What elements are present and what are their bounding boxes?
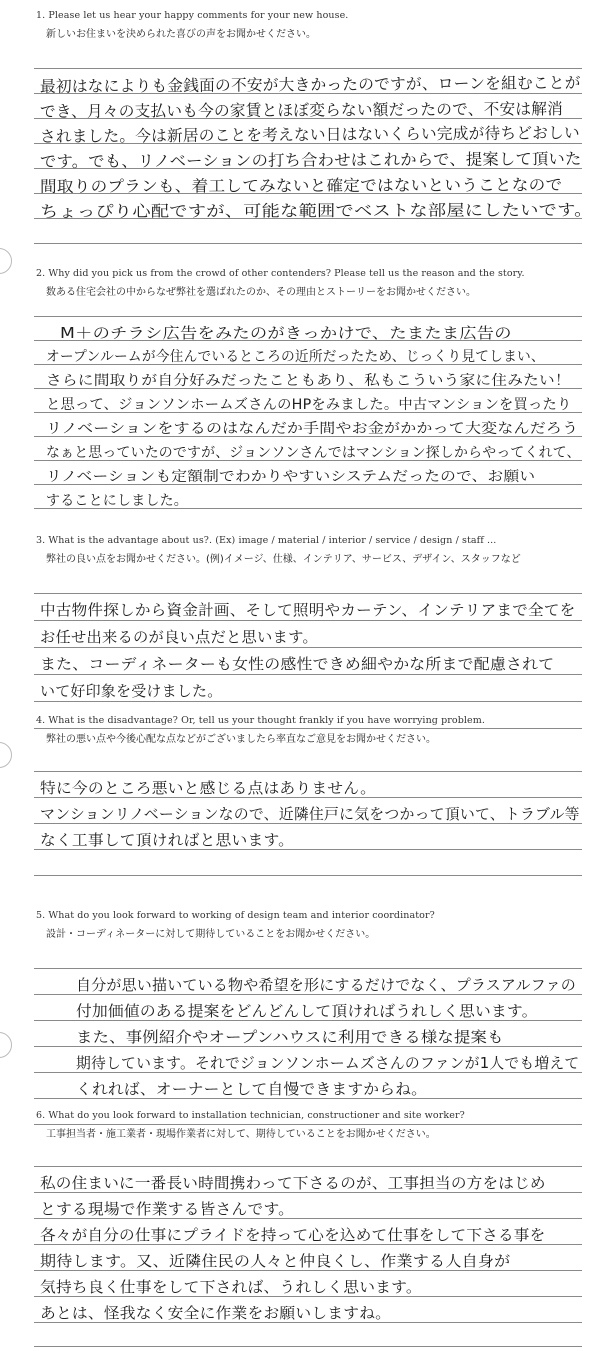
question-1-english: 1. Please let us hear your happy comments for your new house.	[36, 10, 349, 21]
answer-2-line: オープンルームが今住んでいるところの近所だったため、じっくり見てしまい、	[46, 349, 545, 365]
answer-5-line: 期待しています。それでジョンソンホームズさんのファンが1人でも増えて	[76, 1054, 580, 1072]
question-6-japanese: 工事担当者・施工業者・現場作業者に対して、期待していることをお聞かせください。	[46, 1129, 436, 1140]
answer-1-line: です。でも、リノベーションの打ち合わせはこれからで、提案して頂いた	[39, 149, 582, 171]
answer-4-line: なく工事して頂ければと思います。	[40, 831, 295, 849]
answer-1-line: されました。今は新居のことを考えない日はないくらい完成が待ちどおしい	[39, 123, 580, 146]
punch-hole-mark	[0, 248, 12, 274]
answer-5-line: 付加価値のある提案をどんどんして頂ければうれしく思います。	[76, 1002, 538, 1020]
answer-3-line: 中古物件探しから資金計画、そして照明やカーテン、インテリアまで全てを	[40, 601, 576, 619]
answer-6-line: 気持ち良く仕事をして下されば、うれしく思います。	[40, 1278, 422, 1296]
answer-1-line: でき、月々の支払いも今の家賃とほぼ変らない額だったので、不安は解消	[39, 99, 564, 121]
answer-4-line: マンションリノベーションなので、近隣住戸に気をつかって頂いて、トラブル等	[40, 805, 580, 823]
question-3-japanese: 弊社の良い点をお聞かせください。(例)イメージ、仕様、インテリア、サービス、デザイン、スタッフなど	[46, 554, 521, 565]
answer-1-line: 間取りのプランも、着工してみないと確定ではないということなので	[39, 175, 563, 196]
answer-2-line: さらに間取りが自分好みだったこともあり、私もこういう家に住みたい！	[46, 373, 571, 389]
punch-hole-mark	[0, 1032, 12, 1058]
punch-hole-mark	[0, 742, 12, 768]
question-2-japanese: 数ある住宅会社の中からなぜ弊社を選ばれたのか、その理由とストーリーをお聞かせください。	[46, 287, 476, 298]
answer-4-line: 特に今のところ悪いと感じる点はありません。	[40, 779, 377, 797]
answer-6-line: 各々が自分の仕事にプライドを持って心を込めて仕事をして下さる事を	[40, 1226, 546, 1244]
answer-2-line: なぁと思っていたのですが、ジョンソンさんではマンション探しからやってくれて、	[46, 445, 581, 461]
question-1-japanese: 新しいお住まいを決められた喜びの声をお聞かせください。	[46, 29, 316, 40]
answer-2-line: と思って、ジョンソンホームズさんのHPをみました。中古マンションを買ったり	[46, 397, 572, 413]
question-6-english: 6. What do you look forward to installation technician, constructioner and site worker?	[36, 1110, 465, 1121]
question-5-english: 5. What do you look forward to working of design team and interior coordinator?	[36, 910, 435, 921]
answer-2-line: することにしました。	[46, 493, 188, 509]
answer-6-line: とする現場で作業する皆さんです。	[40, 1200, 295, 1218]
answer-2-line: リノベーションも定額制でわかりやすいシステムだったので、お願い	[46, 469, 536, 485]
answer-6-line: 期待します。又、近隣住民の人々と仲良くし、作業する人自身が	[40, 1252, 511, 1270]
answer-5-line: 自分が思い描いている物や希望を形にするだけでなく、プラスアルファの	[76, 976, 576, 994]
question-5-japanese: 設計・コーディネーターに対して期待していることをお聞かせください。	[46, 929, 376, 940]
answer-3-line: いて好印象を受けました。	[40, 682, 223, 700]
question-4-english: 4. What is the disadvantage? Or, tell us your thought frankly if you have worrying problem.	[36, 715, 485, 726]
answer-2-line: リノベーションをするのはなんだか手間やお金がかかって大変なんだろう	[46, 421, 579, 437]
answer-1-line: ちょっぴり心配ですが、可能な範囲でベストな部屋にしたいです。	[39, 200, 593, 221]
answer-6-line: 私の住まいに一番長い時間携わって下さるのが、工事担当の方をはじめ	[40, 1174, 546, 1192]
question-2-english: 2. Why did you pick us from the crowd of other contenders? Please tell us the reason and the story.	[36, 268, 525, 279]
question-4-japanese: 弊社の悪い点や今後心配な点などがございましたら率直なご意見をお聞かせください。	[46, 734, 436, 745]
answer-5-line: また、事例紹介やオープンハウスに利用できる様な提案も	[76, 1028, 504, 1046]
answer-3-line: お任せ出来るのが良い点だと思います。	[40, 628, 318, 646]
answer-5-line: くれれば、オーナーとして自慢できますからね。	[76, 1080, 428, 1098]
question-3-english: 3. What is the advantage about us?. (Ex) image / material / interior / service / design / staff ...	[36, 535, 497, 546]
answer-2-line: M＋のチラシ広告をみたのがきっかけで、たまたま広告の	[60, 324, 512, 342]
answer-6-line: あとは、怪我なく安全に作業をお願いしますね。	[40, 1304, 392, 1322]
answer-3-line: また、コーディネーターも女性の感性できめ細やかな所まで配慮されて	[40, 655, 555, 673]
answer-1-line: 最初はなによりも金銭面の不安が大きかったのですが、ローンを組むことが	[39, 73, 581, 96]
